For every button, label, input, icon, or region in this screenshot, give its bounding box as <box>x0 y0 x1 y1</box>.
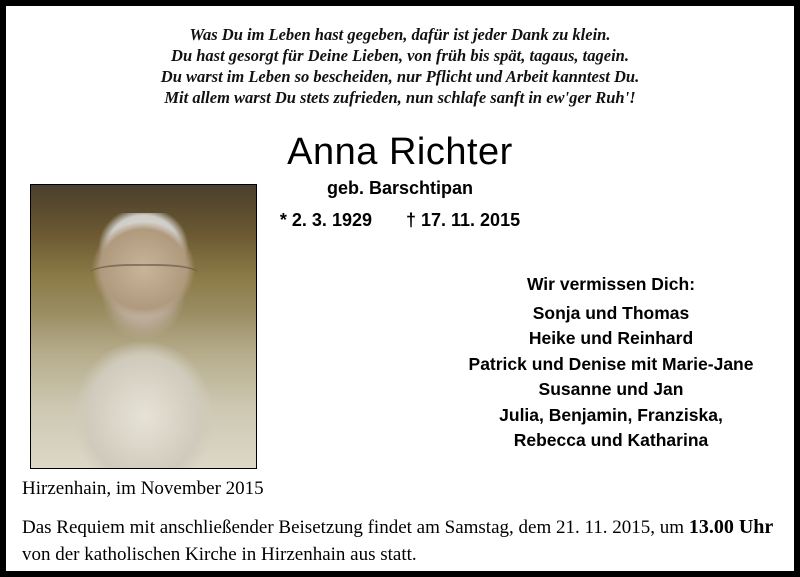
requiem-text-before: Das Requiem mit anschließender Beisetzung findet am Samstag, dem 21. 11. 2015, um <box>22 517 689 538</box>
poem-line-2: Du hast gesorgt für Deine Lieben, von früh bis spät, tagaus, tagein. <box>171 46 629 65</box>
requiem-time: 13.00 Uhr <box>688 516 774 538</box>
poem-block <box>6 6 794 108</box>
requiem-text-after: von der katholischen Kirche in Hirzenhain aus statt. <box>22 544 417 565</box>
poem-line-3: Du warst im Leben so bescheiden, nur Pflicht und Arbeit kanntest Du. <box>160 67 640 86</box>
mourner-line: Heike und Reinhard <box>528 328 694 348</box>
maiden-name: geb. Barschtipan <box>326 178 474 198</box>
mourner-line: Sonja und Thomas <box>532 302 690 323</box>
requiem-notice <box>22 514 782 568</box>
obituary-card <box>6 6 794 571</box>
poem-line-1: Was Du im Leben hast gegeben, dafür ist jeder Dank zu klein. <box>189 25 611 44</box>
portrait-figure <box>49 213 238 468</box>
mourner-line: Patrick und Denise mit Marie-Jane <box>468 353 754 374</box>
birth-date: * 2. 3. 1929 <box>279 210 372 230</box>
mourner-line: Julia, Benjamin, Franziska, <box>499 404 723 425</box>
portrait-photo <box>30 184 257 469</box>
mourners-block <box>446 272 776 454</box>
mourners-intro: Wir vermissen Dich: <box>526 274 696 294</box>
mourner-line: Susanne und Jan <box>538 379 684 399</box>
mourner-line: Rebecca und Katharina <box>513 430 709 450</box>
glasses-shape <box>90 264 198 286</box>
poem-line-4: Mit allem warst Du stets zufrieden, nun schlafe sanft in ew'ger Ruh'! <box>164 88 636 107</box>
death-date: † 17. 11. 2015 <box>405 210 521 230</box>
place-and-date: Hirzenhain, im November 2015 <box>22 478 264 499</box>
deceased-name: Anna Richter <box>287 131 513 173</box>
